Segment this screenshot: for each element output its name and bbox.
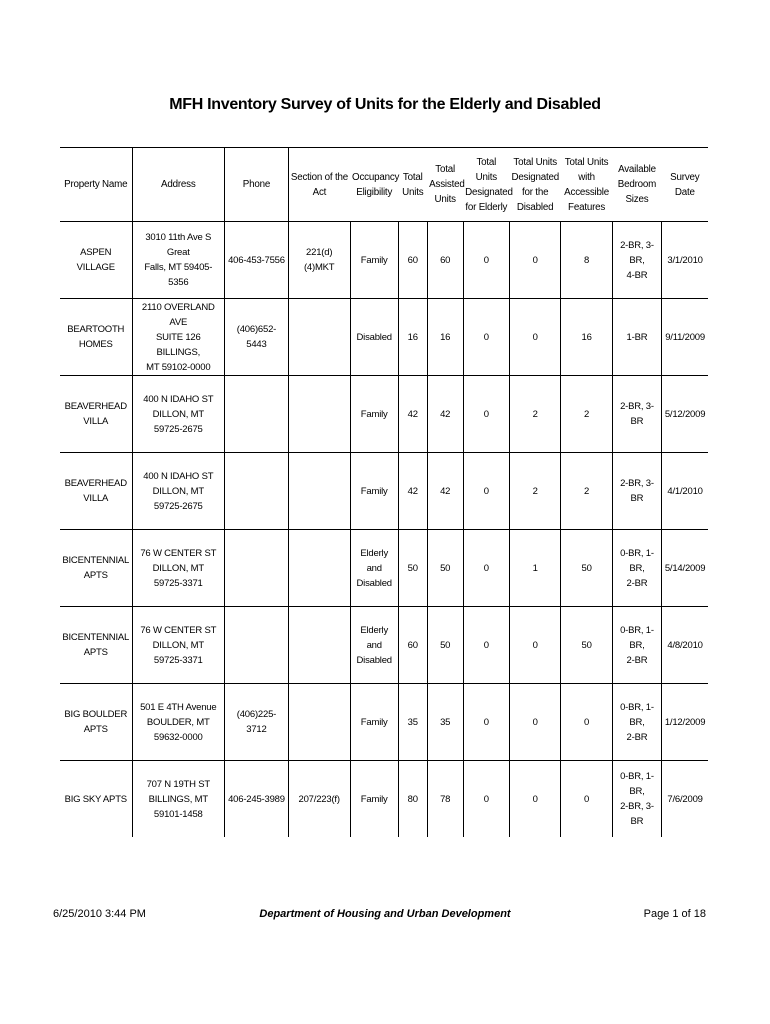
cell-phone: (406)652-5443 — [225, 299, 289, 376]
cell-total-units: 35 — [398, 684, 427, 761]
table-row — [60, 222, 708, 299]
cell-phone: 406-245-3989 — [225, 761, 289, 838]
cell-accessible-units: 50 — [561, 530, 612, 607]
cell-bedroom-sizes: 0-BR, 1-BR, 2-BR — [612, 530, 661, 607]
cell-occupancy: Family — [350, 453, 398, 530]
cell-survey-date: 5/12/2009 — [662, 376, 708, 453]
header-total-units: Total Units — [398, 148, 427, 222]
cell-occupancy: Elderly and Disabled — [350, 530, 398, 607]
cell-address: 2110 OVERLAND AVE SUITE 126 BILLINGS, MT 59102-0000 — [132, 299, 225, 376]
cell-accessible-units: 2 — [561, 453, 612, 530]
header-phone: Phone — [225, 148, 289, 222]
cell-elderly-units: 0 — [463, 299, 509, 376]
cell-total-units: 60 — [398, 607, 427, 684]
cell-address: 501 E 4TH Avenue BOULDER, MT 59632-0000 — [132, 684, 225, 761]
cell-section — [288, 376, 350, 453]
cell-accessible-units: 50 — [561, 607, 612, 684]
cell-accessible-units: 16 — [561, 299, 612, 376]
cell-property-name: BEARTOOTH HOMES — [60, 299, 132, 376]
cell-disabled-units: 2 — [509, 376, 560, 453]
cell-section: 221(d)(4)MKT — [288, 222, 350, 299]
cell-phone — [225, 376, 289, 453]
cell-total-units: 60 — [398, 222, 427, 299]
footer-timestamp: 6/25/2010 3:44 PM — [53, 908, 146, 920]
cell-property-name: BEAVERHEAD VILLA — [60, 376, 132, 453]
table-row — [60, 607, 708, 684]
cell-disabled-units: 0 — [509, 761, 560, 838]
cell-total-units: 42 — [398, 376, 427, 453]
cell-property-name: BIG SKY APTS — [60, 761, 132, 838]
cell-elderly-units: 0 — [463, 376, 509, 453]
cell-phone: 406-453-7556 — [225, 222, 289, 299]
cell-disabled-units: 0 — [509, 222, 560, 299]
cell-section — [288, 530, 350, 607]
cell-total-units: 50 — [398, 530, 427, 607]
header-property-name: Property Name — [60, 148, 132, 222]
header-disabled-units: Total Units Designated for the Disabled — [509, 148, 560, 222]
header-elderly-units: Total Units Designated for Elderly — [463, 148, 509, 222]
cell-survey-date: 1/12/2009 — [662, 684, 708, 761]
cell-disabled-units: 1 — [509, 530, 560, 607]
header-occupancy: Occupancy Eligibility — [350, 148, 398, 222]
footer-department: Department of Housing and Urban Development — [259, 908, 511, 920]
cell-assisted-units: 42 — [427, 376, 463, 453]
header-section: Section of the Act — [288, 148, 350, 222]
cell-assisted-units: 16 — [427, 299, 463, 376]
table-row — [60, 684, 708, 761]
cell-section — [288, 453, 350, 530]
cell-assisted-units: 50 — [427, 530, 463, 607]
cell-total-units: 16 — [398, 299, 427, 376]
cell-phone — [225, 607, 289, 684]
cell-assisted-units: 35 — [427, 684, 463, 761]
header-assisted-units: Total Assisted Units — [427, 148, 463, 222]
cell-bedroom-sizes: 2-BR, 3-BR, 4-BR — [612, 222, 661, 299]
cell-survey-date: 4/1/2010 — [662, 453, 708, 530]
cell-occupancy: Elderly and Disabled — [350, 607, 398, 684]
cell-property-name: BICENTENNIAL APTS — [60, 607, 132, 684]
cell-property-name: BICENTENNIAL APTS — [60, 530, 132, 607]
table-row — [60, 761, 708, 838]
cell-assisted-units: 50 — [427, 607, 463, 684]
cell-address: 400 N IDAHO ST DILLON, MT 59725-2675 — [132, 453, 225, 530]
inventory-table — [60, 147, 708, 837]
cell-elderly-units: 0 — [463, 607, 509, 684]
cell-section — [288, 299, 350, 376]
cell-occupancy: Family — [350, 684, 398, 761]
cell-elderly-units: 0 — [463, 684, 509, 761]
cell-address: 76 W CENTER ST DILLON, MT 59725-3371 — [132, 530, 225, 607]
table-row — [60, 453, 708, 530]
cell-occupancy: Family — [350, 222, 398, 299]
cell-property-name: ASPEN VILLAGE — [60, 222, 132, 299]
cell-survey-date: 4/8/2010 — [662, 607, 708, 684]
header-survey-date: Survey Date — [662, 148, 708, 222]
cell-elderly-units: 0 — [463, 222, 509, 299]
cell-survey-date: 7/6/2009 — [667, 793, 703, 805]
cell-disabled-units: 0 — [509, 607, 560, 684]
cell-address: 707 N 19TH ST BILLINGS, MT 59101-1458 — [132, 761, 225, 838]
page-title: MFH Inventory Survey of Units for the Elderly and Disabled — [169, 96, 601, 113]
cell-bedroom-sizes: 2-BR, 3-BR — [612, 376, 661, 453]
cell-assisted-units: 42 — [427, 453, 463, 530]
cell-phone — [225, 530, 289, 607]
cell-total-units: 80 — [398, 761, 427, 838]
cell-phone — [225, 453, 289, 530]
cell-accessible-units: 8 — [561, 222, 612, 299]
header-bedroom-sizes: Available Bedroom Sizes — [612, 148, 661, 222]
header-accessible-units: Total Units with Accessible Features — [561, 148, 612, 222]
cell-address: 3010 11th Ave S Great Falls, MT 59405-5356 — [132, 222, 225, 299]
cell-total-units: 42 — [398, 453, 427, 530]
cell-disabled-units: 0 — [509, 299, 560, 376]
cell-disabled-units: 2 — [509, 453, 560, 530]
cell-section — [288, 684, 350, 761]
table-row — [60, 299, 708, 376]
cell-assisted-units: 78 — [427, 761, 463, 838]
cell-property-name: BIG BOULDER APTS — [60, 684, 132, 761]
cell-bedroom-sizes: 0-BR, 1-BR, 2-BR — [612, 607, 661, 684]
cell-section — [288, 607, 350, 684]
cell-address: 400 N IDAHO ST DILLON, MT 59725-2675 — [132, 376, 225, 453]
cell-bedroom-sizes: 0-BR, 1-BR, 2-BR, 3-BR — [612, 761, 661, 838]
cell-occupancy: Disabled — [350, 299, 398, 376]
cell-occupancy: Family — [350, 761, 398, 838]
cell-survey-date: 3/1/2010 — [662, 222, 708, 299]
cell-survey-date: 5/14/2009 — [662, 530, 708, 607]
cell-property-name: BEAVERHEAD VILLA — [60, 453, 132, 530]
cell-bedroom-sizes: 0-BR, 1-BR, 2-BR — [612, 684, 661, 761]
cell-occupancy: Family — [350, 376, 398, 453]
cell-address: 76 W CENTER ST DILLON, MT 59725-3371 — [132, 607, 225, 684]
cell-elderly-units: 0 — [463, 453, 509, 530]
cell-assisted-units: 60 — [427, 222, 463, 299]
cell-disabled-units: 0 — [509, 684, 560, 761]
table-row — [60, 530, 708, 607]
table-header-row — [60, 148, 708, 222]
cell-accessible-units: 0 — [561, 684, 612, 761]
footer-page-number: Page 1 of 18 — [643, 908, 706, 920]
header-address: Address — [132, 148, 225, 222]
cell-accessible-units: 2 — [561, 376, 612, 453]
cell-survey-date: 9/11/2009 — [662, 299, 708, 376]
cell-phone: (406)225-3712 — [225, 684, 289, 761]
cell-section: 207/223(f) — [288, 761, 350, 838]
cell-elderly-units: 0 — [463, 530, 509, 607]
cell-elderly-units: 0 — [463, 761, 509, 838]
cell-bedroom-sizes: 1-BR — [612, 299, 661, 376]
table-row — [60, 376, 708, 453]
cell-accessible-units: 0 — [561, 761, 612, 838]
cell-bedroom-sizes: 2-BR, 3-BR — [612, 453, 661, 530]
